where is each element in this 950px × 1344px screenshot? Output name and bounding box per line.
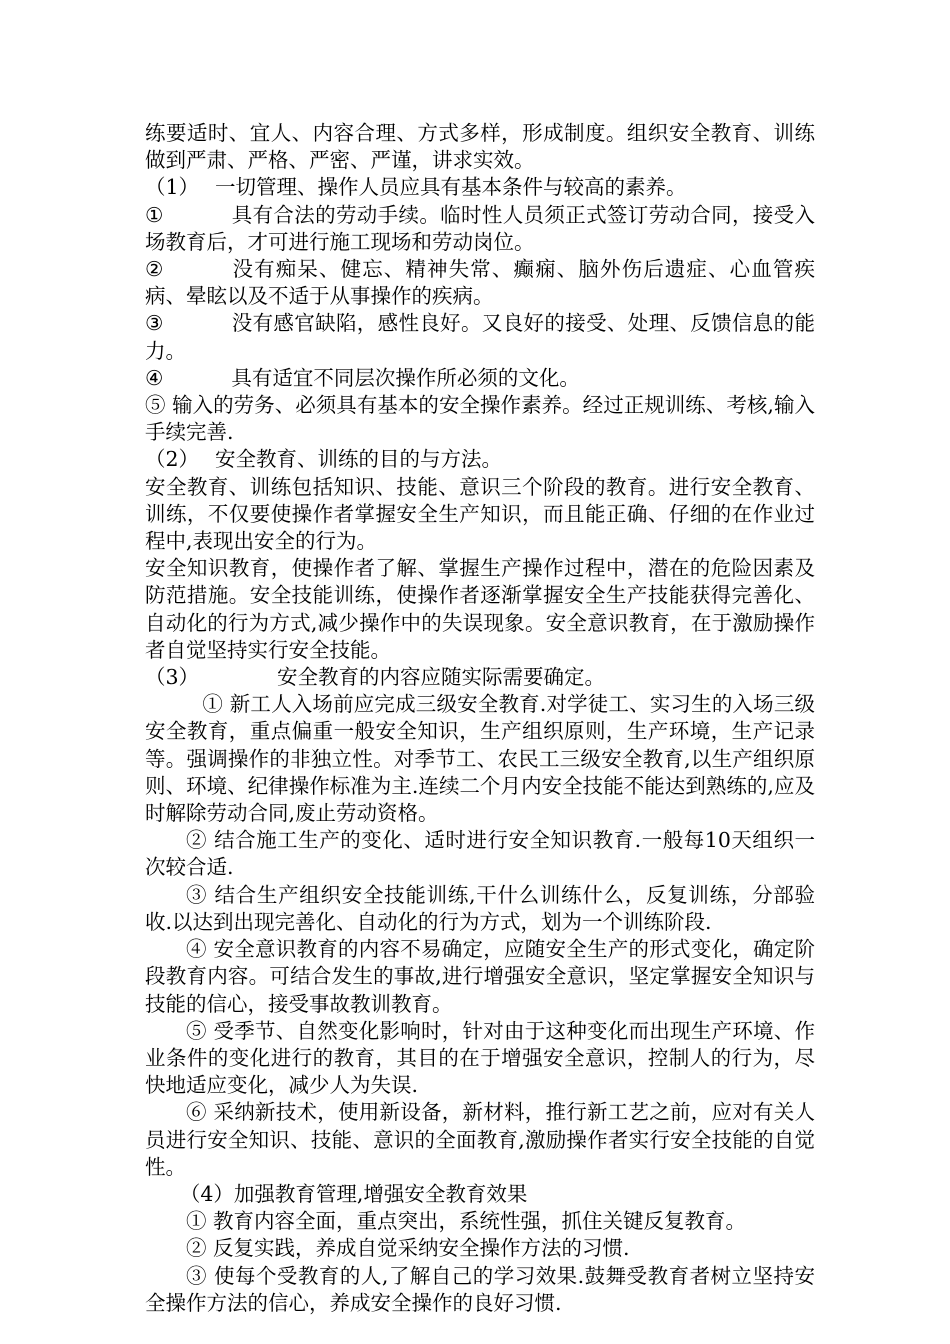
section-number: （3） [145,665,200,690]
section-title: 安全教育、训练的目的与方法。 [215,447,503,472]
document-page [145,120,815,1317]
list-item [145,392,815,446]
list-item [145,310,815,364]
item-text: ① 教育内容全面，重点突出，系统性强，抓住关键反复教育。 [186,1209,747,1234]
list-item [145,1208,815,1235]
section-title: （4）加强教育管理,增强安全教育效果 [179,1181,528,1206]
item-number: ③ [145,311,164,336]
item-text: ② 反复实践，养成自觉采纳安全操作方法的习惯. [186,1236,630,1261]
list-item [145,365,815,392]
list-item [145,256,815,310]
section-title: 安全教育的内容应随实际需要确定。 [277,665,606,690]
item-text: ⑤ 输入的劳务、必须具有基本的安全操作素养。经过正规训练、考核,输入手续完善. [145,393,815,445]
paragraph [145,555,815,664]
paragraph [145,474,815,556]
item-text: ③ 结合生产组织安全技能训练,干什么训练什么，反复训练，分部验收.以达到出现完善化、自动化的行为方式，划为一个训练阶段. [145,882,815,934]
item-number: ④ [145,365,164,390]
item-text: ④ 安全意识教育的内容不易确定，应随安全生产的形式变化，确定阶段教育内容。可结合发生的事故,进行增强安全意识，坚定掌握安全知识与技能的信心，接受事故教训教育。 [145,937,815,1016]
section-number: （2） [145,447,200,472]
section-heading-3 [145,664,815,691]
section-number: （1） [145,175,200,200]
section-heading-2 [145,446,815,473]
item-text: 具有适宜不同层次操作所必须的文化。 [231,365,580,390]
item-text: ③ 使每个受教育的人,了解自己的学习效果.鼓舞受教育者树立坚持安全操作方法的信心，养成安全操作的良好习惯. [145,1263,815,1315]
section-heading-1 [145,174,815,201]
item-text: 具有合法的劳动手续。临时性人员须正式签订劳动合同，接受入场教育后，才可进行施工现场和劳动岗位。 [145,202,815,254]
item-text: ② 结合施工生产的变化、适时进行安全知识教育.一般每10天组织一次较合适. [145,828,815,880]
list-item [145,691,815,827]
list-item [145,1018,815,1100]
list-item [145,882,815,936]
item-text: ⑥ 采纳新技术，使用新设备，新材料，推行新工艺之前，应对有关人员进行安全知识、技能、意识的全面教育,激励操作者实行安全技能的自觉性。 [145,1100,815,1179]
list-item [145,202,815,256]
list-item [145,1235,815,1262]
paragraph-text: 安全教育、训练包括知识、技能、意识三个阶段的教育。进行安全教育、训练，不仅要使操作者掌握安全生产知识，而且能正确、仔细的在作业过程中,表现出安全的行为。 [145,474,815,554]
paragraph-text: 练要适时、宜人、内容合理、方式多样，形成制度。组织安全教育、训练做到严肃、严格、严密、严谨，讲求实效。 [145,121,815,173]
item-number: ② [145,257,164,282]
list-item [145,936,815,1018]
section-heading-4 [145,1181,815,1208]
item-text: 没有感官缺陷，感性良好。又良好的接受、处理、反馈信息的能力。 [145,311,815,363]
list-item [145,827,815,881]
item-number: ① [145,202,164,227]
item-text: ① 新工人入场前应完成三级安全教育.对学徒工、实习生的入场三级安全教育，重点偏重一般安全知识，生产组织原则，生产环境，生产记录等。强调操作的非独立性。对季节工、农民工三级安全教育,以生产组织原则、环境、纪律操作标准为主.连续二个月内安全技能不能达到熟练的,应及时解除劳动合同,废止劳动资格。 [145,692,815,826]
list-item [145,1263,815,1317]
paragraph [145,120,815,174]
list-item [145,1099,815,1181]
item-text: ⑤ 受季节、自然变化影响时，针对由于这种变化而出现生产环境、作业条件的变化进行的教育，其目的在于增强安全意识，控制人的行为，尽快地适应变化，减少人为失误. [145,1018,815,1098]
item-text: 没有痴呆、健忘、精神失常、癫痫、脑外伤后遗症、心血管疾病、晕眩以及不适于从事操作的疾病。 [145,257,815,309]
section-title: 一切管理、操作人员应具有基本条件与较高的素养。 [215,175,687,200]
paragraph-text: 安全知识教育，使操作者了解、掌握生产操作过程中，潜在的危险因素及防范措施。安全技能训练，使操作者逐渐掌握安全生产技能获得完善化、自动化的行为方式,减少操作中的失误现象。安全意识教育，在于激励操作者自觉坚持实行安全技能。 [145,556,815,662]
